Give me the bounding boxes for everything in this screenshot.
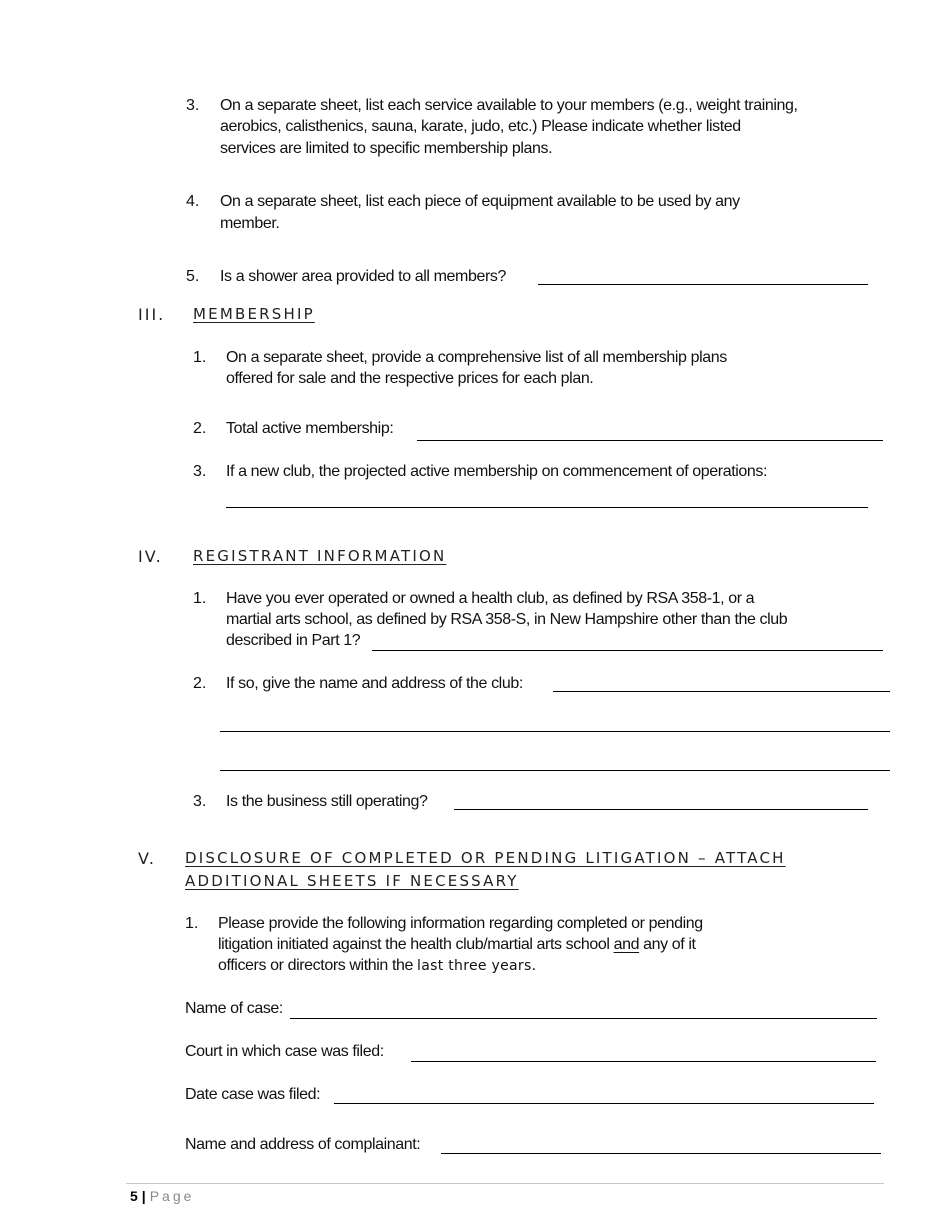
club-address-line-3[interactable] <box>220 770 890 771</box>
item-text: offered for sale and the respective prices for each plan. <box>226 370 594 387</box>
item-text: services are limited to specific membership plans. <box>220 140 553 157</box>
section-number: IV. <box>138 547 163 566</box>
total-membership-field[interactable] <box>417 440 883 441</box>
item-text: martial arts school, as defined by RSA 358-S, in New Hampshire other than the club <box>226 611 788 628</box>
date-filed-label: Date case was filed: <box>185 1086 321 1103</box>
name-of-case-field[interactable] <box>290 1018 877 1019</box>
court-field[interactable] <box>411 1061 876 1062</box>
operated-club-field[interactable] <box>372 650 883 651</box>
club-name-address-field[interactable] <box>553 691 890 692</box>
item-text: aerobics, calisthenics, sauna, karate, judo, etc.) Please indicate whether listed <box>220 118 741 135</box>
section-number: III. <box>138 305 166 324</box>
complainant-label: Name and address of complainant: <box>185 1136 421 1153</box>
item-text: Have you ever operated or owned a health club, as defined by RSA 358-1, or a <box>226 590 755 607</box>
item-text: On a separate sheet, list each piece of equipment available to be used by any <box>220 193 740 210</box>
section-heading-registrant: REGISTRANT INFORMATION <box>193 547 447 565</box>
item-text-part: any of it <box>639 936 696 953</box>
section-heading-litigation-line2: ADDITIONAL SHEETS IF NECESSARY <box>185 872 519 890</box>
section-heading-litigation: DISCLOSURE OF COMPLETED OR PENDING LITIGATION – ATTACH <box>185 849 786 867</box>
item-text: Please provide the following information regarding completed or pending <box>218 915 703 932</box>
projected-membership-field[interactable] <box>226 507 868 508</box>
still-operating-field[interactable] <box>454 809 868 810</box>
total-membership-label: Total active membership: <box>226 420 394 437</box>
item-number: 3. <box>193 793 207 810</box>
complainant-field[interactable] <box>441 1153 881 1154</box>
page-label: Page <box>149 1188 195 1204</box>
item-text-part: . <box>531 957 536 974</box>
item-text: described in Part 1? <box>226 632 361 649</box>
section-heading-membership: MEMBERSHIP <box>193 305 315 323</box>
item-text: On a separate sheet, provide a comprehensive list of all membership plans <box>226 349 727 366</box>
footer-rule <box>126 1183 884 1184</box>
page-number: 5 <box>130 1188 138 1204</box>
club-address-line-2[interactable] <box>220 731 890 732</box>
section-number: V. <box>138 849 156 868</box>
shower-answer-field[interactable] <box>538 284 868 285</box>
item-number: 5. <box>186 268 200 285</box>
projected-membership-label: If a new club, the projected active membership on commencement of operations: <box>226 463 768 480</box>
item-number: 1. <box>193 590 207 607</box>
club-name-address-label: If so, give the name and address of the club: <box>226 675 523 692</box>
page-footer <box>130 1188 194 1204</box>
emphasis-last-three-years: last three years <box>417 958 532 974</box>
item-text: On a separate sheet, list each service available to your members (e.g., weight training, <box>220 97 798 114</box>
item-number: 1. <box>193 349 207 366</box>
item-text-part: litigation initiated against the health club/martial arts school <box>218 936 614 953</box>
footer-separator: | <box>141 1188 146 1204</box>
shower-question: Is a shower area provided to all members? <box>220 268 506 285</box>
emphasis-and: and <box>613 936 640 953</box>
item-number: 1. <box>185 915 199 932</box>
date-filed-field[interactable] <box>334 1103 874 1104</box>
item-number: 2. <box>193 675 207 692</box>
name-of-case-label: Name of case: <box>185 1000 283 1017</box>
item-text: member. <box>220 215 280 232</box>
item-text <box>218 934 696 956</box>
item-text-part: officers or directors within the <box>218 957 418 974</box>
item-number: 4. <box>186 193 200 210</box>
item-number: 3. <box>193 463 207 480</box>
item-number: 2. <box>193 420 207 437</box>
item-text <box>218 955 536 978</box>
court-label: Court in which case was filed: <box>185 1043 384 1060</box>
item-number: 3. <box>186 97 200 114</box>
still-operating-label: Is the business still operating? <box>226 793 428 810</box>
